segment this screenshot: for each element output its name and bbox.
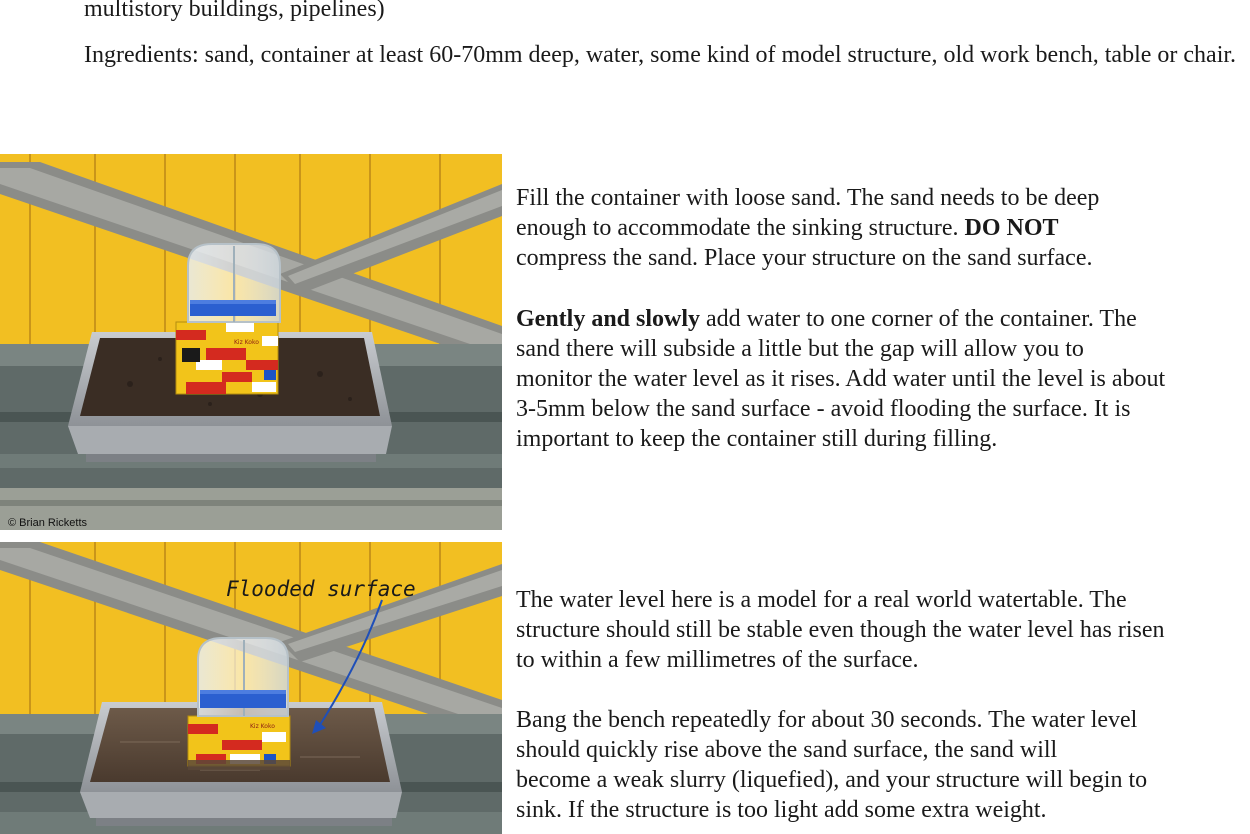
step-bang-line-4: sink. If the structure is too light add some extra weight. bbox=[516, 797, 1047, 823]
step-watertable-line-1: The water level here is a model for a real world watertable. The bbox=[516, 587, 1127, 613]
step-fill-sand-text bbox=[516, 183, 1250, 273]
photo-credit: © Brian Ricketts bbox=[8, 517, 88, 529]
step-fill-line-3: compress the sand. Place your structure on the sand surface. bbox=[516, 245, 1093, 271]
flooded-surface-annotation: Flooded surface bbox=[226, 577, 416, 601]
step-water-line-1-text: add water to one corner of the container. The bbox=[700, 306, 1137, 332]
step-watertable-line-3: to within a few millimetres of the surface. bbox=[516, 647, 919, 673]
intro-continuation-text: multistory buildings, pipelines) bbox=[84, 0, 385, 22]
photo-dry-sand-setup-illustration bbox=[0, 154, 502, 530]
brick-label: Kiz Koko bbox=[234, 339, 259, 346]
brick-label: Kiz Koko bbox=[250, 723, 275, 730]
step-water-line-4: 3-5mm below the sand surface - avoid flooding the surface. It is bbox=[516, 396, 1131, 422]
photo-flooded-surface bbox=[0, 542, 502, 834]
step-fill-line-2 bbox=[516, 213, 1250, 243]
step-bang-line-2: should quickly rise above the sand surface, the sand will bbox=[516, 737, 1058, 763]
step-watertable-line-2: structure should still be stable even though the water level has risen bbox=[516, 617, 1165, 643]
step-bang-bench-text bbox=[516, 705, 1250, 825]
step-bang-line-1: Bang the bench repeatedly for about 30 seconds. The water level bbox=[516, 707, 1138, 733]
step-water-line-1 bbox=[516, 304, 1250, 334]
step-water-line-2: sand there will subside a little but the gap will allow you to bbox=[516, 336, 1084, 362]
photo-dry-sand-setup bbox=[0, 154, 502, 530]
step-watertable-text bbox=[516, 585, 1250, 675]
step-fill-line-1: Fill the container with loose sand. The sand needs to be deep bbox=[516, 185, 1100, 211]
photo-flooded-surface-illustration bbox=[0, 542, 502, 834]
ingredients-text: Ingredients: sand, container at least 60-70mm deep, water, some kind of model structure, old work bench, table or chair. bbox=[84, 42, 1237, 68]
step-fill-line-2-text: enough to accommodate the sinking structure. bbox=[516, 215, 965, 241]
gently-slowly-emphasis: Gently and slowly bbox=[516, 306, 701, 332]
step-water-line-3: monitor the water level as it rises. Add water until the level is about bbox=[516, 366, 1166, 392]
step-bang-line-3: become a weak slurry (liquefied), and your structure will begin to bbox=[516, 767, 1148, 793]
do-not-emphasis: DO NOT bbox=[964, 215, 1059, 241]
step-water-line-5: important to keep the container still during filling. bbox=[516, 426, 998, 452]
step-add-water-text bbox=[516, 304, 1250, 454]
